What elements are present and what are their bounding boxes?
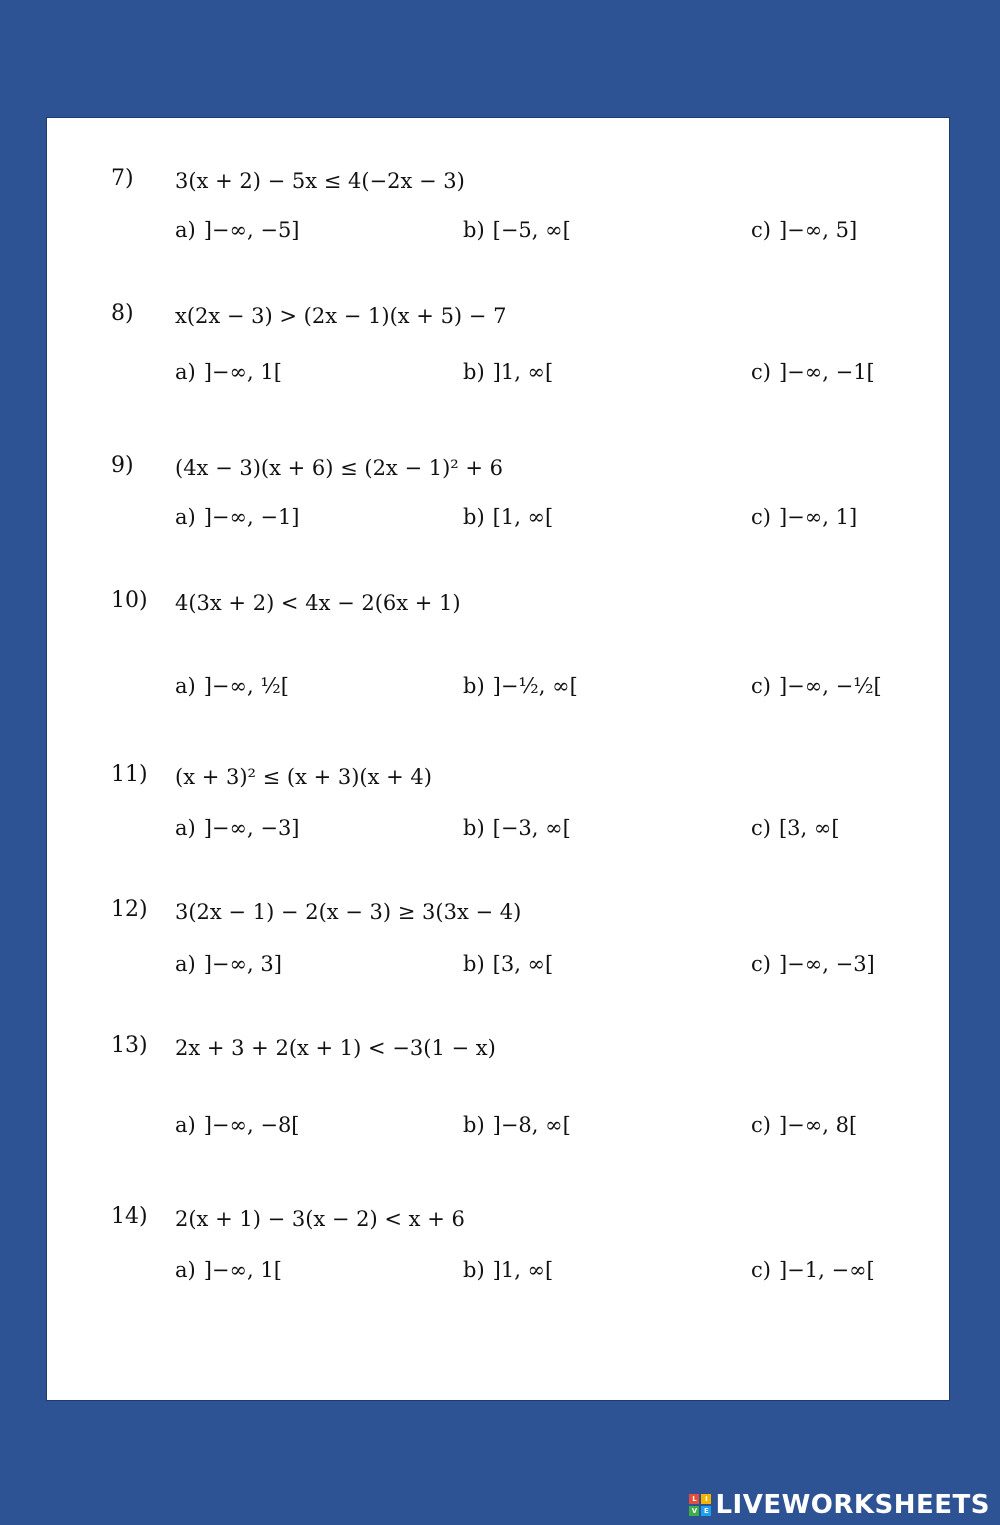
option-b-label: b) xyxy=(463,1113,485,1137)
option-c[interactable] xyxy=(751,950,875,978)
option-c-value: ]−1, −∞[ xyxy=(778,1258,875,1282)
option-a[interactable] xyxy=(175,503,300,531)
option-c[interactable] xyxy=(751,1256,875,1284)
liveworksheets-logo xyxy=(689,1491,990,1519)
problem-number: 7) xyxy=(111,166,134,191)
option-c[interactable] xyxy=(751,672,882,700)
option-c[interactable] xyxy=(751,503,857,531)
option-c-value: ]−∞, 8[ xyxy=(778,1113,858,1137)
option-c-label: c) xyxy=(751,816,771,840)
option-b[interactable] xyxy=(463,950,553,978)
problem-number: 12) xyxy=(111,897,148,922)
inequality: (4x − 3)(x + 6) ≤ (2x − 1)² + 6 xyxy=(175,456,504,480)
option-b[interactable] xyxy=(463,216,571,244)
option-c-label: c) xyxy=(751,674,771,698)
option-a-label: a) xyxy=(175,952,196,976)
option-a-label: a) xyxy=(175,218,196,242)
option-a-label: a) xyxy=(175,505,196,529)
option-b-label: b) xyxy=(463,218,485,242)
option-a-value: ]−∞, 1[ xyxy=(203,1258,282,1282)
logo-blocks-icon xyxy=(689,1494,711,1516)
option-b[interactable] xyxy=(463,503,553,531)
option-b[interactable] xyxy=(463,672,578,700)
option-a-value: ]−∞, −5] xyxy=(203,218,300,242)
option-c-label: c) xyxy=(751,505,771,529)
option-a-value: ]−∞, −1] xyxy=(203,505,300,529)
option-c-label: c) xyxy=(751,1258,771,1282)
option-a-label: a) xyxy=(175,816,196,840)
option-a-label: a) xyxy=(175,1258,196,1282)
option-b-value: ]1, ∞[ xyxy=(492,1258,554,1282)
option-c-value: ]−∞, 1] xyxy=(778,505,858,529)
option-b-value: [−5, ∞[ xyxy=(492,218,571,242)
option-a[interactable] xyxy=(175,672,289,700)
option-c-label: c) xyxy=(751,1113,771,1137)
option-b-label: b) xyxy=(463,360,485,384)
inequality: 4(3x + 2) < 4x − 2(6x + 1) xyxy=(175,591,461,615)
option-a[interactable] xyxy=(175,1111,300,1139)
option-b[interactable] xyxy=(463,814,571,842)
worksheet-page xyxy=(46,117,950,1401)
problem-number: 8) xyxy=(111,301,134,326)
problem-number: 11) xyxy=(111,762,148,787)
option-b-value: [1, ∞[ xyxy=(492,505,554,529)
option-b-label: b) xyxy=(463,505,485,529)
option-b-label: b) xyxy=(463,816,485,840)
option-a[interactable] xyxy=(175,814,300,842)
option-a-value: ]−∞, −3] xyxy=(203,816,300,840)
option-c-label: c) xyxy=(751,952,771,976)
option-c-label: c) xyxy=(751,360,771,384)
option-a[interactable] xyxy=(175,216,300,244)
option-c-value: ]−∞, −3] xyxy=(778,952,875,976)
option-c[interactable] xyxy=(751,358,875,386)
option-b-value: ]−½, ∞[ xyxy=(492,674,578,698)
option-a-value: ]−∞, −8[ xyxy=(203,1113,300,1137)
option-a-value: ]−∞, 3] xyxy=(203,952,282,976)
option-b-value: [−3, ∞[ xyxy=(492,816,571,840)
option-c-label: c) xyxy=(751,218,771,242)
logo-block-l: L xyxy=(689,1494,699,1504)
option-a[interactable] xyxy=(175,1256,282,1284)
inequality: x(2x − 3) > (2x − 1)(x + 5) − 7 xyxy=(175,304,507,328)
option-b-label: b) xyxy=(463,1258,485,1282)
option-b-value: [3, ∞[ xyxy=(492,952,554,976)
logo-block-v: V xyxy=(689,1506,699,1516)
problem-number: 14) xyxy=(111,1204,148,1229)
inequality: 2(x + 1) − 3(x − 2) < x + 6 xyxy=(175,1207,465,1231)
option-a-label: a) xyxy=(175,1113,196,1137)
option-a-label: a) xyxy=(175,674,196,698)
inequality: 3(2x − 1) − 2(x − 3) ≥ 3(3x − 4) xyxy=(175,900,522,924)
inequality: 2x + 3 + 2(x + 1) < −3(1 − x) xyxy=(175,1036,496,1060)
option-c[interactable] xyxy=(751,814,840,842)
logo-block-e: E xyxy=(701,1506,711,1516)
option-c[interactable] xyxy=(751,216,857,244)
option-c-value: ]−∞, 5] xyxy=(778,218,858,242)
option-c-value: ]−∞, −½[ xyxy=(778,674,882,698)
option-a[interactable] xyxy=(175,950,282,978)
option-b-label: b) xyxy=(463,674,485,698)
logo-block-i: I xyxy=(701,1494,711,1504)
option-c-value: [3, ∞[ xyxy=(778,816,840,840)
option-b[interactable] xyxy=(463,358,553,386)
option-b-value: ]1, ∞[ xyxy=(492,360,554,384)
problem-number: 13) xyxy=(111,1033,148,1058)
problem-number: 9) xyxy=(111,453,134,478)
option-b-value: ]−8, ∞[ xyxy=(492,1113,571,1137)
option-b[interactable] xyxy=(463,1256,553,1284)
option-a-value: ]−∞, 1[ xyxy=(203,360,282,384)
option-b[interactable] xyxy=(463,1111,571,1139)
option-a-label: a) xyxy=(175,360,196,384)
inequality: 3(x + 2) − 5x ≤ 4(−2x − 3) xyxy=(175,169,465,193)
option-c[interactable] xyxy=(751,1111,857,1139)
option-a-value: ]−∞, ½[ xyxy=(203,674,289,698)
option-b-label: b) xyxy=(463,952,485,976)
inequality: (x + 3)² ≤ (x + 3)(x + 4) xyxy=(175,765,432,789)
option-c-value: ]−∞, −1[ xyxy=(778,360,875,384)
problem-number: 10) xyxy=(111,588,148,613)
logo-text: LIVEWORKSHEETS xyxy=(715,1490,990,1520)
option-a[interactable] xyxy=(175,358,282,386)
